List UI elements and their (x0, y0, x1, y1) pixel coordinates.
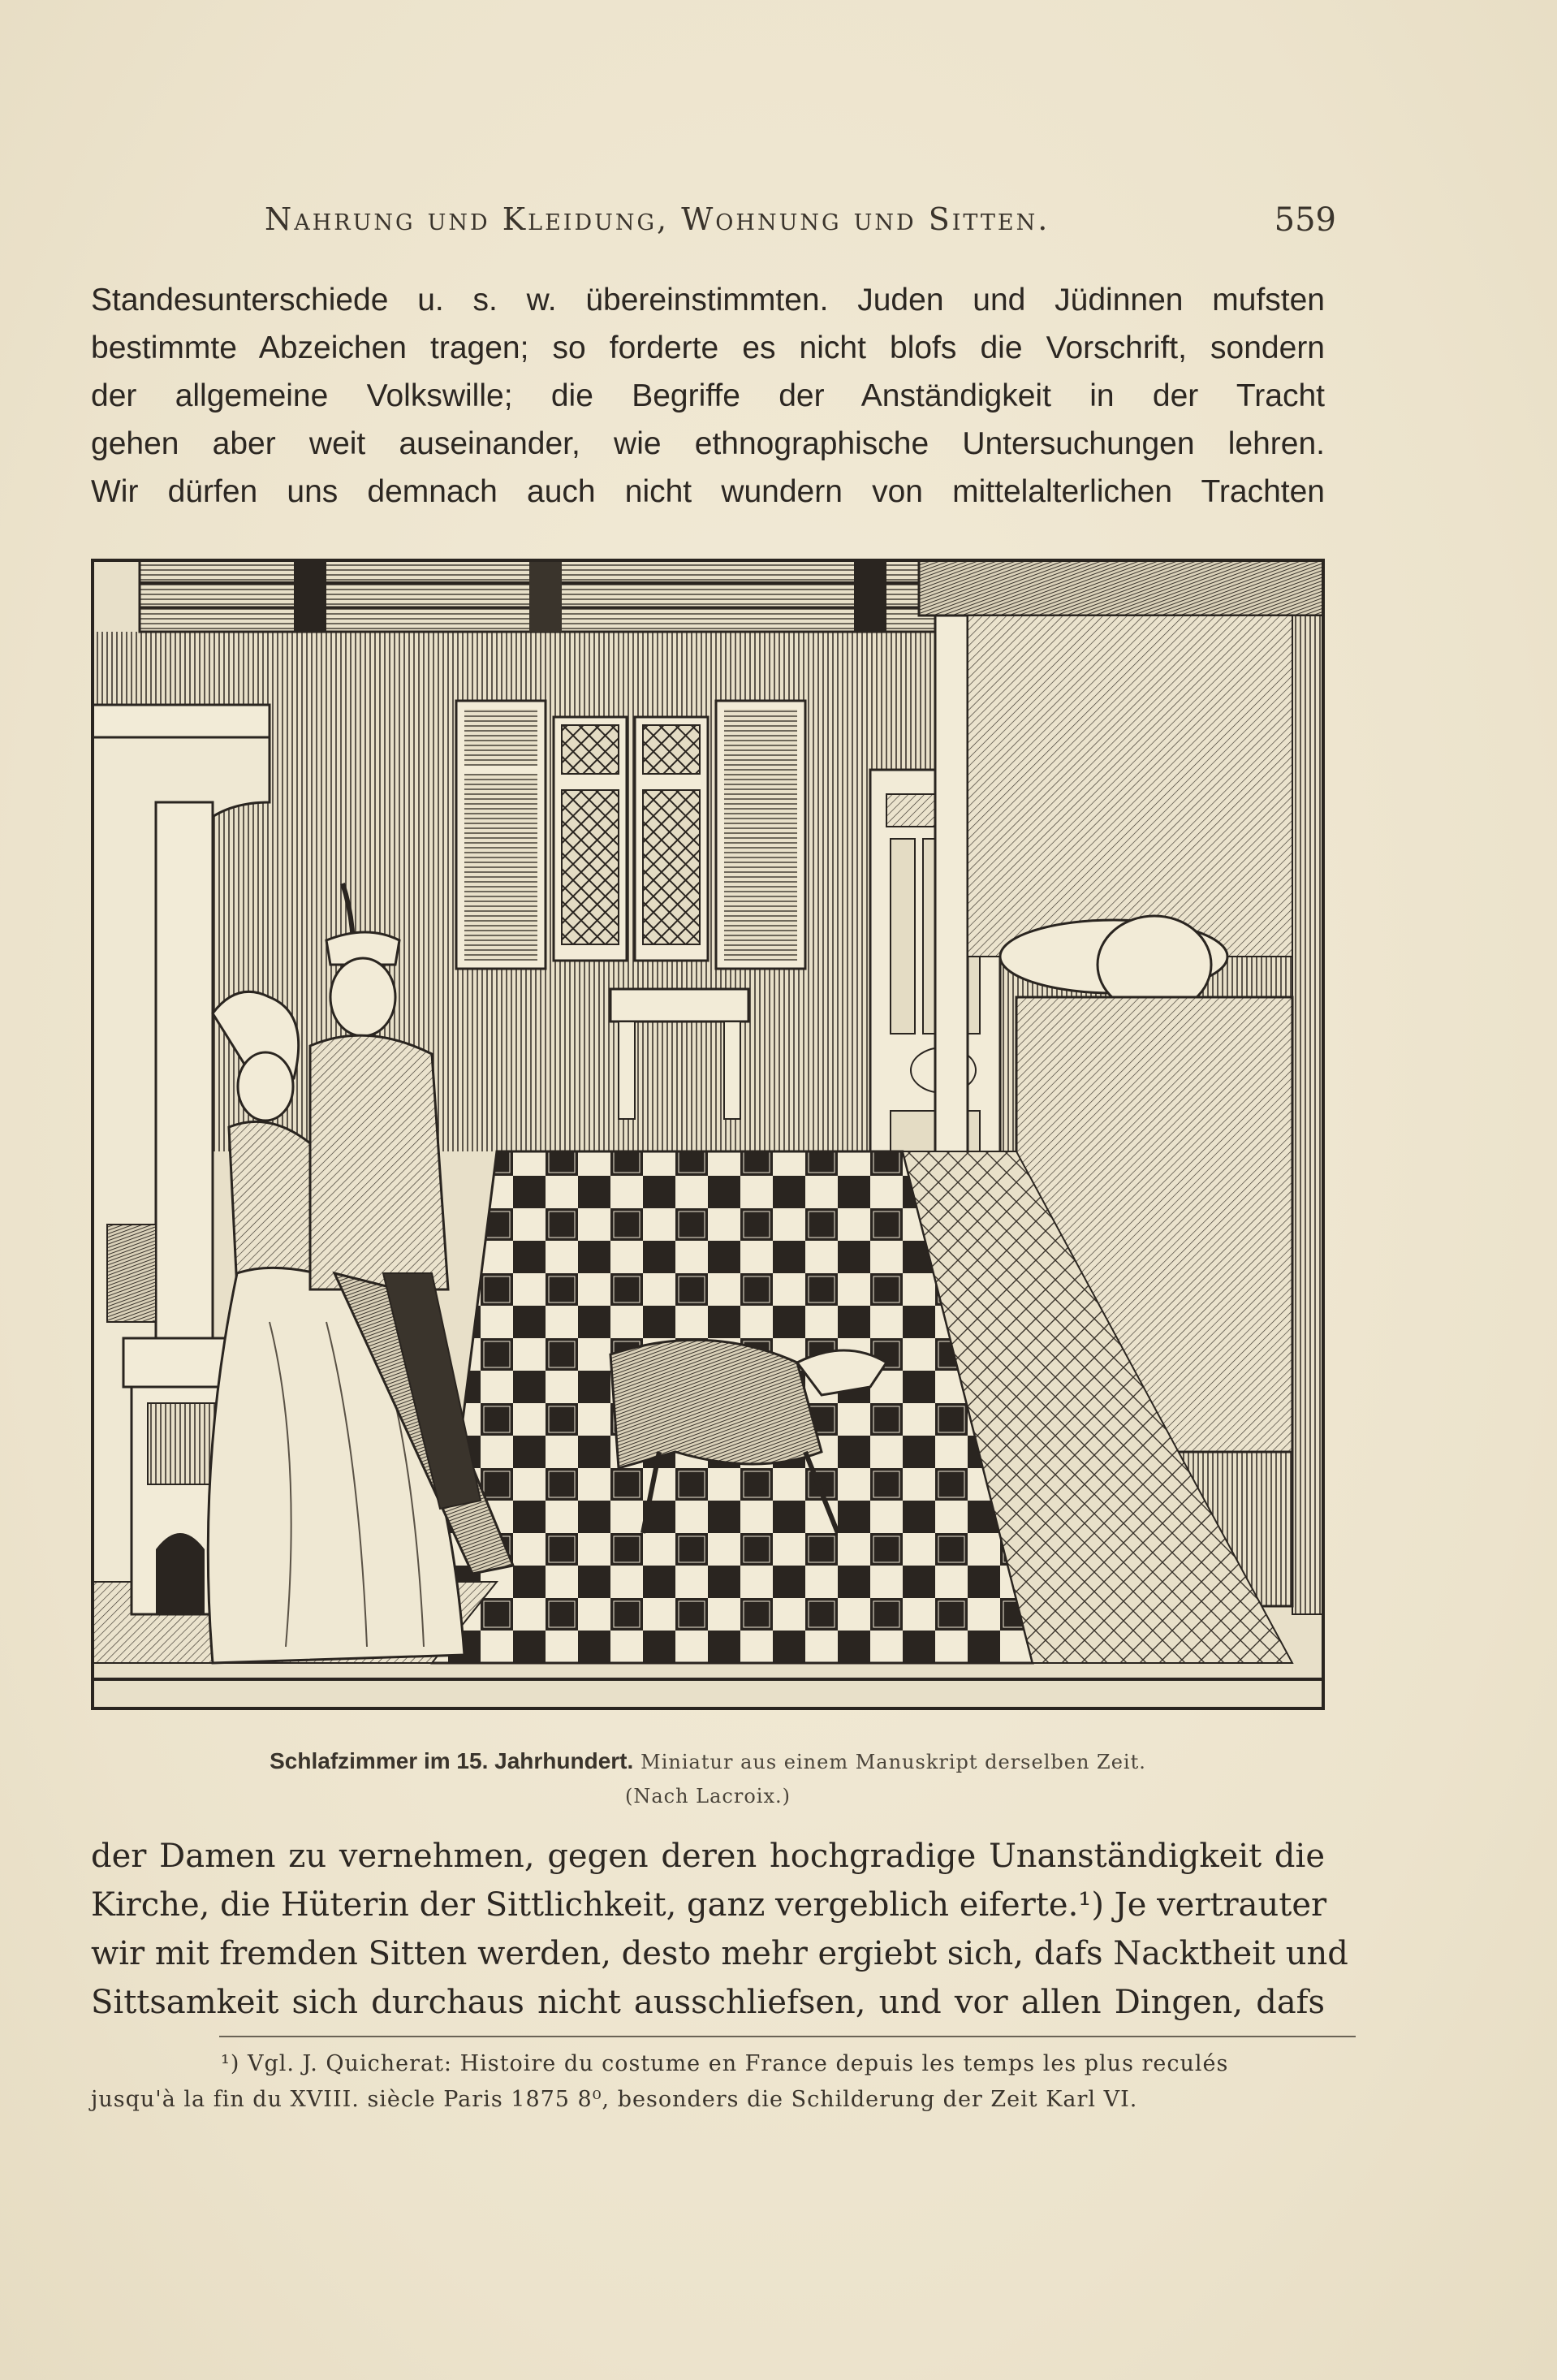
footnote-rule (219, 2036, 1356, 2037)
text-line: der Damen zu vernehmen, gegen deren hochgradige Unanständigkeit die (91, 1838, 1325, 1875)
text-line: bestimmte Abzeichen tragen; so forderte es nicht blofs die Vorschrift, sondern (91, 330, 1325, 365)
footnotes (91, 2046, 1325, 2118)
bedroom-engraving (91, 559, 1325, 1710)
text-line: der allgemeine Volkswille; die Begriffe der Anständigkeit in der Tracht (91, 378, 1325, 413)
text-line: gehen aber weit auseinander, wie ethnographische Untersuchungen lehren. (91, 426, 1325, 461)
text-line: Wir dürfen uns demnach auch nicht wundern von mittelalterlichen Trachten (91, 474, 1325, 509)
body-text-top (91, 276, 1325, 516)
footnote-line: ¹) Vgl. J. Quicherat: Histoire du costume en France depuis les temps les plus reculés (221, 2051, 1229, 2076)
text-line: Kirche, die Hüterin der Sittlichkeit, ganz vergeblich eiferte.¹) Je vertrauter (91, 1886, 1327, 1924)
caption-description: Miniatur aus einem Manuskript derselben Zeit. (640, 1751, 1146, 1773)
engraving-illustration (91, 559, 1325, 1710)
caption-title: Schlafzimmer im 15. Jahrhundert. (270, 1748, 634, 1773)
figure-caption (91, 1744, 1325, 1813)
text-line: Standesunterschiede u. s. w. übereinstimmten. Juden und Jüdinnen mufsten (91, 283, 1325, 317)
body-text-bottom (91, 1832, 1348, 2027)
page-number: 559 (1274, 201, 1336, 239)
caption-source: (Nach Lacroix.) (624, 1785, 791, 1808)
running-head (97, 201, 1336, 242)
text-line: wir mit fremden Sitten werden, desto mehr ergiebt sich, dafs Nacktheit und (91, 1935, 1348, 1972)
running-head-title: Nahrung und Kleidung, Wohnung und Sitten. (265, 201, 1050, 237)
footnote-line: jusqu'à la fin du XVIII. siècle Paris 1875 8⁰, besonders die Schilderung der Zeit Karl VI. (91, 2087, 1138, 2112)
text-line: Sittsamkeit sich durchaus nicht ausschliefsen, und vor allen Dingen, dafs (91, 1984, 1325, 2021)
